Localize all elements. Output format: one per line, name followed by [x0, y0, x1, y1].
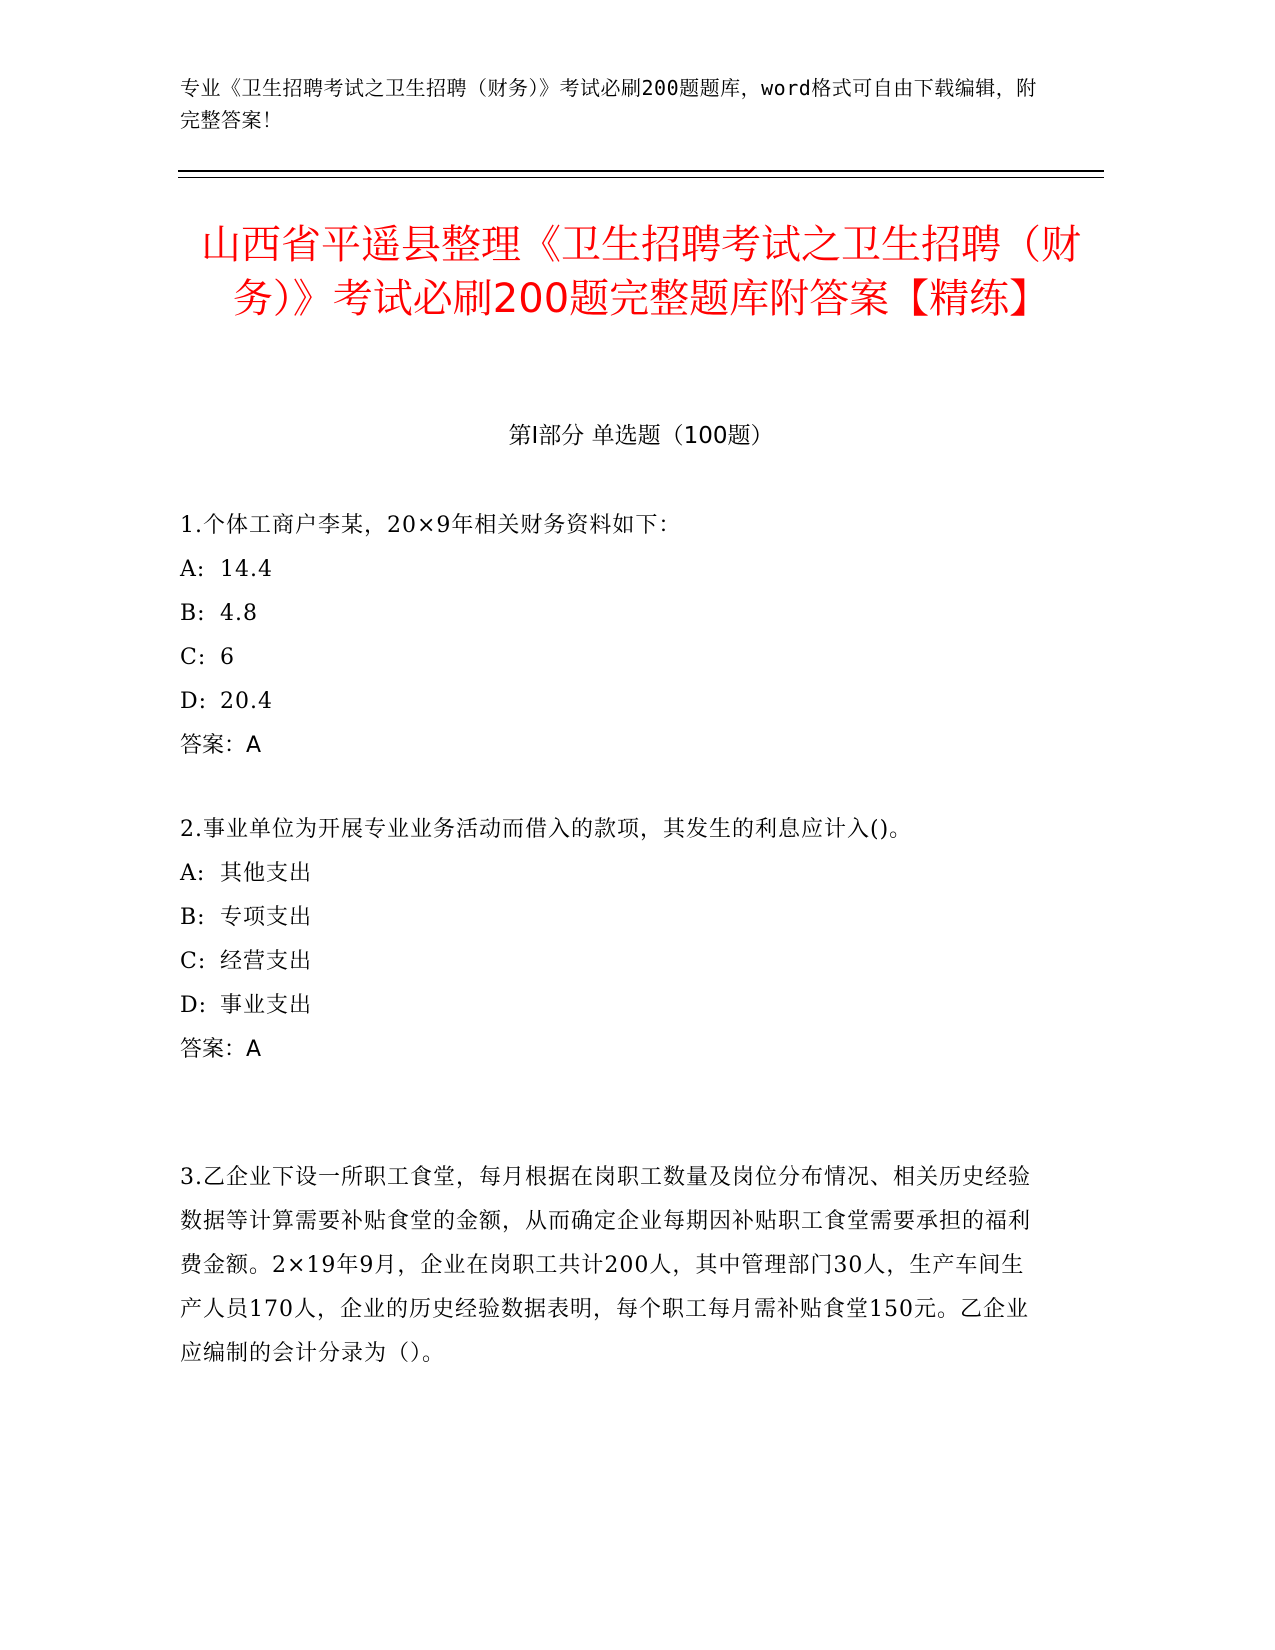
question-stem: 3.乙企业下设一所职工食堂，每月根据在岗职工数量及岗位分布情况、相关历史经验数据等计算需要补贴食堂的金额，从而确定企业每期因补贴职工食堂需要承担的福利费金额。2×19年9月，企业在岗职工共计200人，其中管理部门30人，生产车间生产人员170人，企业的历史经验数据表明，每个职工每月需补贴食堂150元。乙企业应编制的会计分录为（）。: [180, 1165, 1032, 1366]
option-a: [180, 852, 1040, 896]
option-letter: B:: [180, 905, 206, 930]
option-text: 4.8: [220, 601, 258, 626]
section-heading: 第I部分 单选题（100题）: [508, 423, 774, 449]
option-text: 专项支出: [220, 905, 313, 930]
question-stem: 2.事业单位为开展专业业务活动而借入的款项，其发生的利息应计入()。: [180, 817, 913, 842]
option-text: 其他支出: [220, 861, 313, 886]
option-text: 事业支出: [220, 993, 313, 1018]
question-1: [180, 504, 1040, 768]
header-divider-thick: [178, 170, 1104, 172]
option-d: [180, 680, 1040, 724]
answer-line: [180, 1028, 1040, 1072]
option-c: [180, 940, 1040, 984]
question-3: [180, 1156, 1040, 1376]
option-letter: C:: [180, 645, 207, 670]
answer-prefix: 答案：: [180, 733, 247, 758]
option-letter: D:: [180, 993, 208, 1018]
option-text: 20.4: [220, 689, 273, 714]
answer-prefix: 答案：: [180, 1037, 247, 1062]
question-2: [180, 808, 1040, 1072]
option-text: 经营支出: [220, 949, 313, 974]
answer-value: A: [246, 1037, 262, 1062]
document-title: 山西省平遥县整理《卫生招聘考试之卫生招聘（财务）》考试必刷200题完整题库附答案【精练】: [201, 222, 1081, 322]
answer-line: [180, 724, 1040, 768]
option-letter: D:: [180, 689, 208, 714]
option-b: [180, 592, 1040, 636]
option-letter: B:: [180, 601, 206, 626]
answer-value: A: [246, 733, 262, 758]
option-letter: C:: [180, 949, 207, 974]
header-note: 专业《卫生招聘考试之卫生招聘（财务）》考试必刷200题题库，word格式可自由下载编辑，附完整答案！: [180, 76, 1037, 132]
option-d: [180, 984, 1040, 1028]
option-text: 6: [220, 645, 235, 670]
header-divider-thin: [178, 177, 1104, 178]
option-letter: A:: [180, 557, 206, 582]
option-c: [180, 636, 1040, 680]
option-a: [180, 548, 1040, 592]
option-letter: A:: [180, 861, 206, 886]
question-stem: 1.个体工商户李某，20×9年相关财务资料如下：: [180, 513, 682, 538]
option-b: [180, 896, 1040, 940]
option-text: 14.4: [220, 557, 273, 582]
